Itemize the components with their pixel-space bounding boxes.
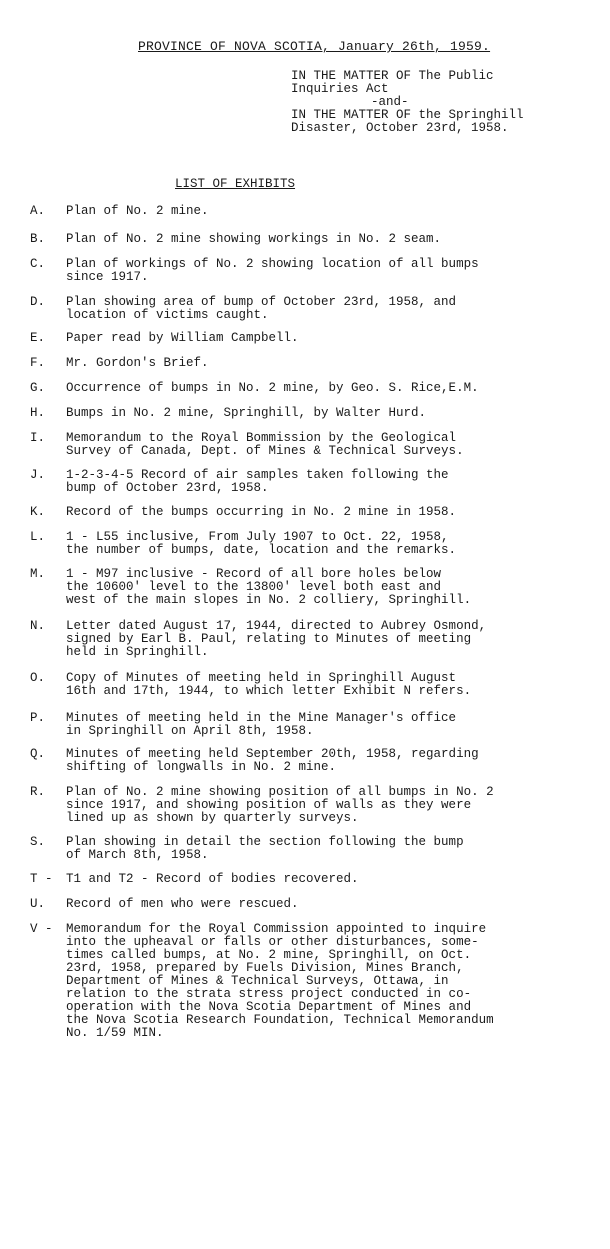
exhibit-letter: F. — [30, 356, 46, 370]
exhibit-letter: H. — [30, 406, 46, 420]
exhibit-description: Paper read by William Campbell. — [66, 331, 299, 345]
matter-block — [291, 70, 524, 135]
exhibit-item — [30, 620, 600, 659]
exhibit-description: Minutes of meeting held in the Mine Manager's office in Springhill on April 8th, 1958. — [66, 711, 457, 738]
exhibit-item — [30, 568, 600, 607]
exhibit-description: Occurrence of bumps in No. 2 mine, by Geo. S. Rice,E.M. — [66, 381, 479, 395]
exhibit-item — [30, 531, 600, 557]
exhibit-description: Plan showing area of bump of October 23rd, 1958, and location of victims caught. — [66, 295, 457, 322]
exhibit-list — [30, 205, 600, 1040]
exhibit-letter: Q. — [30, 747, 46, 761]
exhibit-letter: D. — [30, 295, 46, 309]
exhibit-description: Record of men who were rescued. — [66, 897, 299, 911]
exhibit-item — [30, 672, 600, 698]
exhibit-description: T1 and T2 - Record of bodies recovered. — [66, 872, 359, 886]
exhibit-description: 1 - M97 inclusive - Record of all bore holes below the 10600' level to the 13800' level both east and west of the main slopes in No. 2 colliery, Springhill. — [66, 567, 472, 607]
exhibit-letter: K. — [30, 505, 46, 519]
exhibit-letter: I. — [30, 431, 46, 445]
exhibit-item — [30, 923, 600, 1040]
exhibit-letter: O. — [30, 671, 46, 685]
matter-line-1: IN THE MATTER OF The Public — [291, 69, 494, 83]
exhibit-description: Minutes of meeting held September 20th, 1958, regarding shifting of longwalls in No. 2 mine. — [66, 747, 479, 774]
exhibit-description: Bumps in No. 2 mine, Springhill, by Walter Hurd. — [66, 406, 427, 420]
exhibit-letter: V - — [30, 922, 53, 936]
exhibit-description: 1 - L55 inclusive, From July 1907 to Oct. 22, 1958, the number of bumps, date, location and the remarks. — [66, 530, 457, 557]
exhibit-item — [30, 836, 600, 862]
matter-line-5: Disaster, October 23rd, 1958. — [291, 121, 509, 135]
exhibit-letter: G. — [30, 381, 46, 395]
exhibit-description: Memorandum to the Royal Bommission by the Geological Survey of Canada, Dept. of Mines & Technical Surveys. — [66, 431, 464, 458]
exhibit-item — [30, 712, 600, 738]
exhibit-item — [30, 258, 600, 284]
exhibit-letter: R. — [30, 785, 46, 799]
matter-line-4: IN THE MATTER OF the Springhill — [291, 108, 524, 122]
exhibit-item — [30, 332, 600, 345]
exhibit-description: Mr. Gordon's Brief. — [66, 356, 209, 370]
exhibit-description: Plan of No. 2 mine showing workings in No. 2 seam. — [66, 232, 442, 246]
exhibit-letter: U. — [30, 897, 46, 911]
exhibit-letter: N. — [30, 619, 46, 633]
exhibit-letter: T - — [30, 872, 53, 886]
exhibit-letter: B. — [30, 232, 46, 246]
exhibit-description: Letter dated August 17, 1944, directed to Aubrey Osmond, signed by Earl B. Paul, relating to Minutes of meeting held in Springhill. — [66, 619, 487, 659]
exhibit-letter: S. — [30, 835, 46, 849]
exhibit-letter: A. — [30, 204, 46, 218]
exhibit-letter: P. — [30, 711, 46, 725]
matter-line-2: Inquiries Act — [291, 82, 389, 96]
exhibit-item — [30, 506, 600, 519]
exhibit-description: 1-2-3-4-5 Record of air samples taken following the bump of October 23rd, 1958. — [66, 468, 449, 495]
exhibit-description: Plan of No. 2 mine. — [66, 204, 209, 218]
exhibit-item — [30, 382, 600, 395]
exhibit-item — [30, 357, 600, 370]
exhibit-item — [30, 432, 600, 458]
exhibit-item — [30, 469, 600, 495]
exhibit-description: Memorandum for the Royal Commission appointed to inquire into the upheaval or falls or other disturbances, some- times called bumps, at No. 2 mine, Springhill, on Oct. 23rd, 1958, prepared by Fuels Division, Mines Branch, Department of Mines & Technical Surveys, Ottawa, in relation to the strata stress project conducted in co- operation with the Nova Scotia Department of Mines and the Nova Scotia Research Foundation, Technical Memorandum No. 1/59 MIN. — [66, 922, 494, 1040]
exhibit-letter: M. — [30, 567, 46, 581]
exhibit-letter: J. — [30, 468, 46, 482]
exhibit-item — [30, 898, 600, 911]
exhibit-letter: E. — [30, 331, 46, 345]
exhibit-item — [30, 748, 600, 774]
matter-line-3: -and- — [371, 95, 409, 109]
exhibit-description: Plan showing in detail the section following the bump of March 8th, 1958. — [66, 835, 464, 862]
list-title: LIST OF EXHIBITS — [175, 177, 296, 191]
exhibit-description: Copy of Minutes of meeting held in Springhill August 16th and 17th, 1944, to which letter Exhibit N refers. — [66, 671, 472, 698]
exhibit-item — [30, 233, 600, 246]
exhibit-description: Plan of workings of No. 2 showing location of all bumps since 1917. — [66, 257, 479, 284]
exhibit-description: Plan of No. 2 mine showing position of all bumps in No. 2 since 1917, and showing position of walls as they were lined up as shown by quarterly surveys. — [66, 785, 494, 825]
exhibit-letter: C. — [30, 257, 46, 271]
place-date-heading: PROVINCE OF NOVA SCOTIA, January 26th, 1959. — [138, 39, 491, 54]
exhibit-item — [30, 873, 600, 886]
exhibit-item — [30, 786, 600, 825]
exhibit-item — [30, 205, 600, 218]
exhibit-description: Record of the bumps occurring in No. 2 mine in 1958. — [66, 505, 457, 519]
exhibit-letter: L. — [30, 530, 46, 544]
exhibit-item — [30, 296, 600, 322]
exhibit-item — [30, 407, 600, 420]
